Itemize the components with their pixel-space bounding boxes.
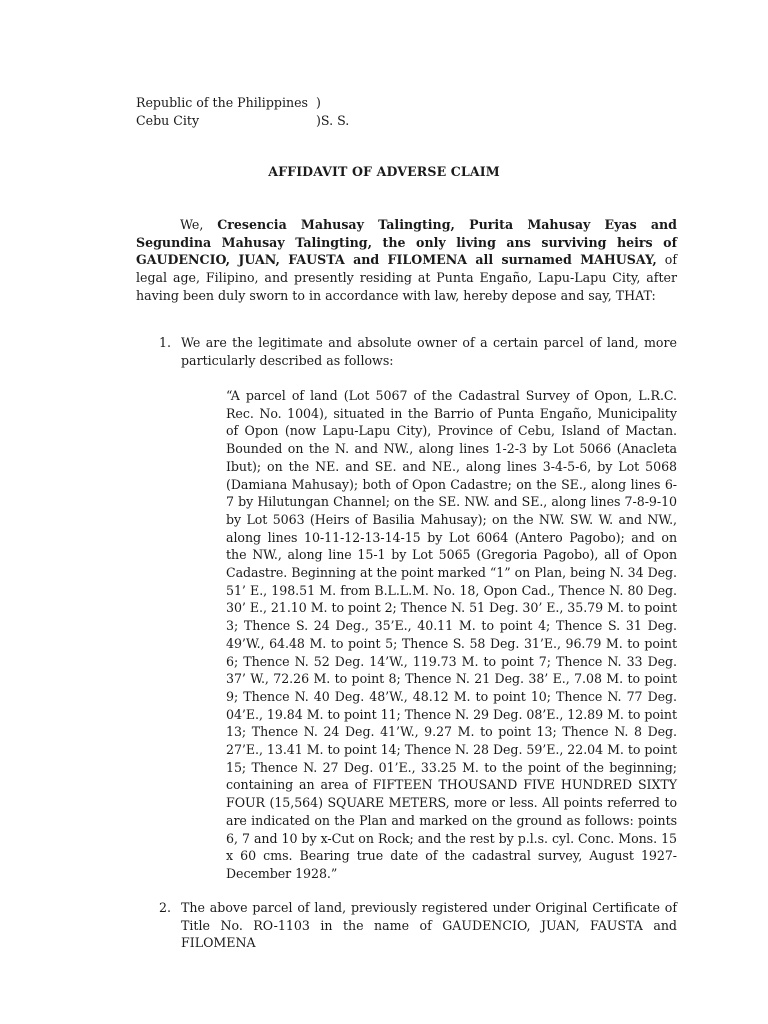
venue-country-paren: ): [316, 95, 321, 110]
intro-we: We,: [180, 217, 218, 232]
list-item-text: The above parcel of land, previously registered under Original Certificate of Title No. RO-1103 in the name of GAUDENCIO, JUAN, FAUSTA and FILOMENA: [181, 900, 677, 951]
list-item: [136, 899, 677, 952]
document-title: AFFIDAVIT OF ADVERSE CLAIM: [268, 164, 500, 179]
list-item-number: 1.: [159, 335, 172, 350]
list-item-text: We are the legitimate and absolute owner of a certain parcel of land, more particularly described as follows:: [181, 335, 677, 368]
venue-city-paren: )S. S.: [316, 113, 350, 128]
list-item: [136, 334, 677, 369]
venue-block: [136, 94, 350, 130]
venue-row-city: [136, 112, 350, 130]
list-item-number: 2.: [159, 900, 172, 915]
venue-city: Cebu City: [136, 113, 200, 128]
venue-row-country: [136, 94, 321, 112]
venue-country: Republic of the Philippines: [136, 95, 309, 110]
intro-paragraph: [136, 216, 677, 305]
intro-names: Cresencia Mahusay Talingting, Purita Mahusay Eyas and Segundina Mahusay Talingting, the only living ans surviving heirs of GAUDENCIO, JUAN, FAUSTA and FILOMENA all surnamed MAHUSAY,: [136, 217, 677, 268]
land-description-quote: “A parcel of land (Lot 5067 of the Cadastral Survey of Opon, L.R.C. Rec. No. 1004), situated in the Barrio of Punta Engaño, Municipality of Opon (now Lapu-Lapu City), Province of Cebu, Island of Mactan. Bounded on the N. and NW., along lines 1-2-3 by Lot 5066 (Anacleta Ibut); on the NE. and SE. and NE., along lines 3-4-5-6, by Lot 5068 (Damiana Mahusay); both of Opon Cadastre; on the SE., along lines 6-7 by Hilutungan Channel; on the SE. NW. and SE., along lines 7-8-9-10 by Lot 5063 (Heirs of Basilia Mahusay); on the NW. SW. W. and NW., along lines 10-11-12-13-14-15 by Lot 6064 (Antero Pagobo); and on the NW., along line 15-1 by Lot 5065 (Gregoria Pagobo), all of Opon Cadastre. Beginning at the point marked “1” on Plan, being N. 34 Deg. 51’ E., 198.51 M. from B.L.L.M. No. 18, Opon Cad., Thence N. 80 Deg. 30’ E., 21.10 M. to point 2; Thence N. 51 Deg. 30’ E., 35.79 M. to point 3; Thence S. 24 Deg., 35’E., 40.11 M. to point 4; Thence S. 31 Deg. 49’W., 64.48 M. to point 5; Thence S. 58 Deg. 31’E., 96.79 M. to point 6; Thence N. 52 Deg. 14’W., 119.73 M. to point 7; Thence N. 33 Deg. 37’ W., 72.26 M. to point 8; Thence N. 21 Deg. 38’ E., 7.08 M. to point 9; Thence N. 40 Deg. 48’W., 48.12 M. to point 10; Thence N. 77 Deg. 04’E., 19.84 M. to point 11; Thence N. 29 Deg. 08’E., 12.89 M. to point 13; Thence N. 24 Deg. 41’W., 9.27 M. to point 13; Thence N. 8 Deg. 27’E., 13.41 M. to point 14; Thence N. 28 Deg. 59’E., 22.04 M. to point 15; Thence N. 27 Deg. 01’E., 33.25 M. to the point of the beginning; containing an area of FIFTEEN THOUSAND FIVE HUNDRED SIXTY FOUR (15,564) SQUARE METERS, more or less. All points referred to are indicated on the Plan and marked on the ground as follows: points 6, 7 and 10 by x-Cut on Rock; and the rest by p.l.s. cyl. Conc. Mons. 15 x 60 cms. Bearing true date of the cadastral survey, August 1927-December 1928.”: [226, 388, 677, 881]
intro-rest: of legal age, Filipino, and presently residing at Punta Engaño, Lapu-Lapu City, after having been duly sworn to in accordance with law, hereby depose and say, THAT:: [136, 252, 678, 303]
